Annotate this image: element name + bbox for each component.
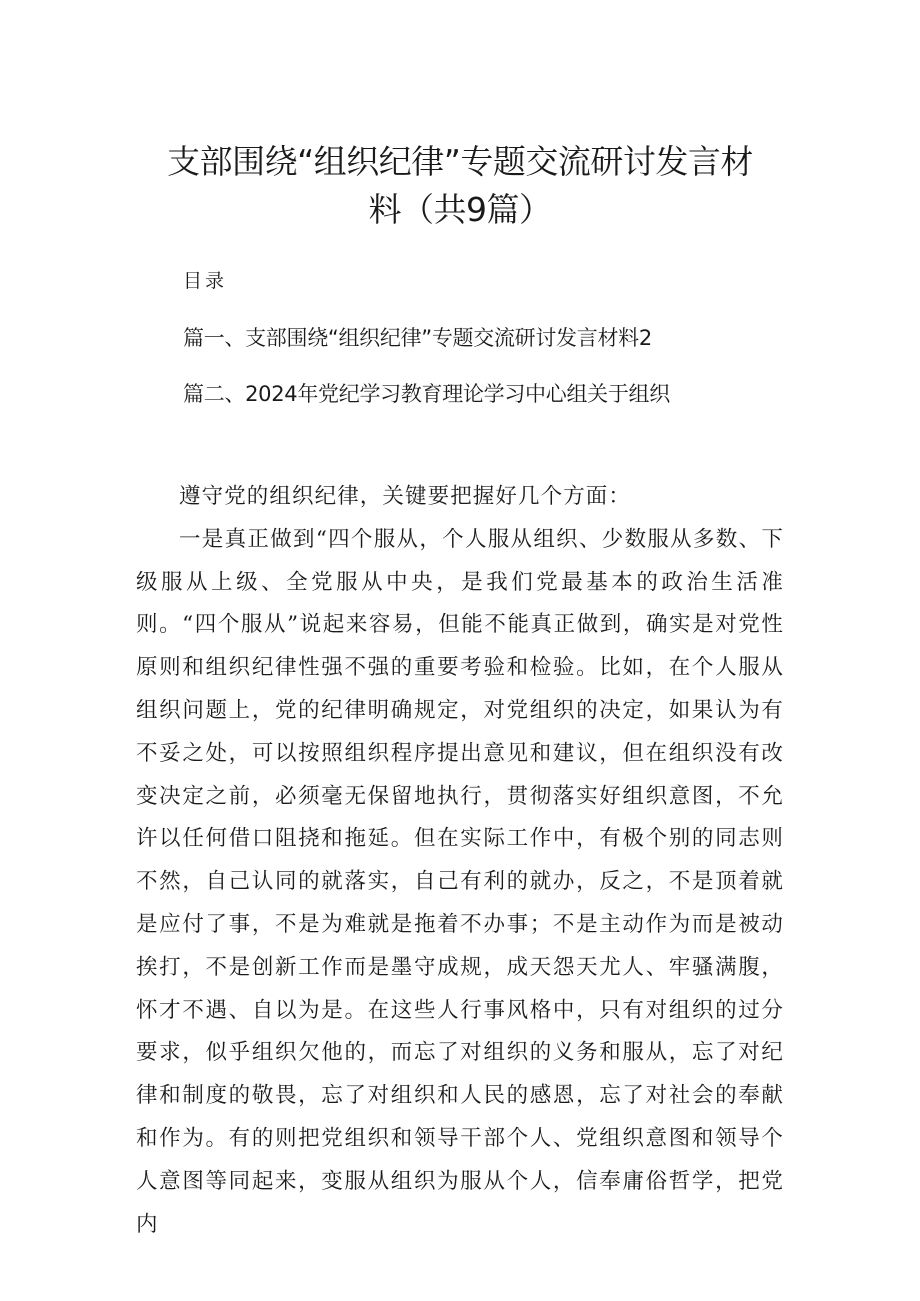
- title-line-2: 料（共9篇）: [368, 190, 552, 229]
- document-title: [130, 138, 790, 234]
- paragraph: 一是真正做到“四个服从，个人服从组织、少数服从多数、下级服从上级、全党服从中央，是我们党最基本的政治生活准则。“四个服从”说起来容易，但能不能真正做到，确实是对党性原则和组织纪律性强不强的重要考验和检验。比如，在个人服从组织问题上，党的纪律明确规定，对党组织的决定，如果认为有不妥之处，可以按照组织程序提出意见和建议，但在组织没有改变决定之前，必须毫无保留地执行，贯彻落实好组织意图，不允许以任何借口阻挠和拖延。但在实际工作中，有极个别的同志则不然，自己认同的就落实，自己有利的就办，反之，不是顶着就是应付了事，不是为难就是拖着不办事；不是主动作为而是被动挨打，不是创新工作而是墨守成规，成天怨天尤人、牢骚满腹，怀才不遇、自以为是。在这些人行事风格中，只有对组织的过分要求，似乎组织欠他的，而忘了对组织的义务和服从，忘了对纪律和制度的敬畏，忘了对组织和人民的感恩，忘了对社会的奉献和作为。有的则把党组织和领导干部个人、党组织意图和领导个人意图等同起来，变服从组织为服从个人，信奉庸俗哲学，把党内: [136, 526, 784, 1237]
- document-body: [136, 476, 784, 1246]
- toc-heading: 目录: [183, 270, 228, 292]
- toc-item[interactable]: 篇二、2024年党纪学习教育理论学习中心组关于组织: [183, 382, 670, 406]
- paragraph: 遵守党的组织纪律，关键要把握好几个方面：: [179, 484, 632, 509]
- toc-item[interactable]: 篇一、支部围绕“组织纪律”专题交流研讨发言材料2: [183, 326, 652, 350]
- title-line-1: 支部围绕“组织纪律”专题交流研讨发言材: [167, 142, 753, 181]
